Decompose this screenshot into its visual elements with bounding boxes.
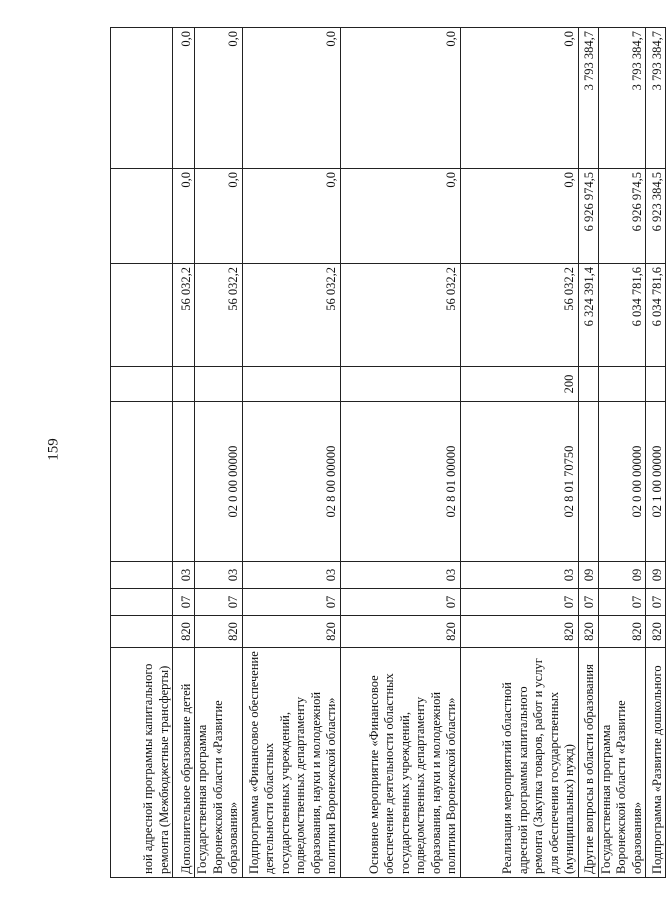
row-name-cell: Другие вопросы в области образования bbox=[578, 648, 598, 878]
section-code-cell: 07 bbox=[195, 589, 243, 616]
ministry-code-cell: 820 bbox=[195, 616, 243, 648]
expense-type-cell bbox=[340, 367, 460, 402]
subsection-code-cell: 03 bbox=[242, 562, 340, 589]
amount-year3-cell: 0,0 bbox=[195, 28, 243, 169]
amount-year3-cell: 3 793 384,7 bbox=[578, 28, 598, 169]
amount-year1-cell: 6 324 391,4 bbox=[578, 264, 598, 367]
expense-type-cell: 200 bbox=[460, 367, 578, 402]
amount-year3-cell: 0,0 bbox=[340, 28, 460, 169]
subsection-code-cell: 03 bbox=[173, 562, 195, 589]
target-article-cell: 02 1 00 00000 bbox=[646, 402, 666, 562]
budget-table bbox=[110, 27, 666, 878]
amount-year3-cell: 0,0 bbox=[173, 28, 195, 169]
row-name-cell: ной адресной программы капитального ремонта (Межбюджетные трансферты) bbox=[111, 648, 173, 878]
table-row bbox=[646, 28, 666, 878]
section-code-cell: 07 bbox=[242, 589, 340, 616]
page-number: 159 bbox=[45, 438, 62, 461]
row-name-cell: Подпрограмма «Финансовое обеспечение деятельности областных государственных учреждений, подведомственных департаменту образования, науки и молодежной политики Воронежской области» bbox=[242, 648, 340, 878]
section-code-cell: 07 bbox=[646, 589, 666, 616]
target-article-cell: 02 0 00 00000 bbox=[195, 402, 243, 562]
section-code-cell: 07 bbox=[460, 589, 578, 616]
table-row bbox=[598, 28, 646, 878]
amount-year2-cell: 6 926 974,5 bbox=[598, 169, 646, 264]
table-row bbox=[460, 28, 578, 878]
table-row bbox=[242, 28, 340, 878]
amount-year3-cell: 3 793 384,7 bbox=[646, 28, 666, 169]
table-row bbox=[578, 28, 598, 878]
row-name-cell: Государственная программа Воронежской области «Развитие образования» bbox=[598, 648, 646, 878]
target-article-cell: 02 8 01 00000 bbox=[340, 402, 460, 562]
amount-year2-cell: 0,0 bbox=[195, 169, 243, 264]
amount-year1-cell: 6 034 781,6 bbox=[598, 264, 646, 367]
ministry-code-cell: 820 bbox=[646, 616, 666, 648]
amount-year2-cell: 0,0 bbox=[340, 169, 460, 264]
ministry-code-cell: 820 bbox=[598, 616, 646, 648]
target-article-cell bbox=[173, 402, 195, 562]
amount-year1-cell bbox=[111, 264, 173, 367]
ministry-code-cell: 820 bbox=[242, 616, 340, 648]
section-code-cell: 07 bbox=[598, 589, 646, 616]
expense-type-cell bbox=[111, 367, 173, 402]
table-row bbox=[173, 28, 195, 878]
amount-year1-cell: 6 034 781,6 bbox=[646, 264, 666, 367]
amount-year2-cell: 6 926 974,5 bbox=[578, 169, 598, 264]
target-article-cell bbox=[111, 402, 173, 562]
row-name-cell: Дополнительное образование детей bbox=[173, 648, 195, 878]
amount-year2-cell bbox=[111, 169, 173, 264]
rotated-page-content bbox=[110, 28, 664, 878]
target-article-cell: 02 8 00 00000 bbox=[242, 402, 340, 562]
subsection-code-cell: 09 bbox=[598, 562, 646, 589]
amount-year3-cell: 0,0 bbox=[460, 28, 578, 169]
subsection-code-cell: 03 bbox=[460, 562, 578, 589]
row-name-cell: Основное мероприятие «Финансовое обеспечение деятельности областных государственных учреждений, подведомственных департаменту образования, науки и молодежной политики Воронежской области» bbox=[340, 648, 460, 878]
section-code-cell: 07 bbox=[173, 589, 195, 616]
row-name-cell: Государственная программа Воронежской области «Развитие образования» bbox=[195, 648, 243, 878]
amount-year2-cell: 0,0 bbox=[173, 169, 195, 264]
section-code-cell bbox=[111, 589, 173, 616]
amount-year1-cell: 56 032,2 bbox=[173, 264, 195, 367]
ministry-code-cell bbox=[111, 616, 173, 648]
ministry-code-cell: 820 bbox=[460, 616, 578, 648]
expense-type-cell bbox=[578, 367, 598, 402]
table-row bbox=[195, 28, 243, 878]
amount-year2-cell: 0,0 bbox=[460, 169, 578, 264]
expense-type-cell bbox=[646, 367, 666, 402]
ministry-code-cell: 820 bbox=[340, 616, 460, 648]
amount-year1-cell: 56 032,2 bbox=[195, 264, 243, 367]
amount-year2-cell: 6 923 384,5 bbox=[646, 169, 666, 264]
amount-year3-cell: 0,0 bbox=[242, 28, 340, 169]
amount-year1-cell: 56 032,2 bbox=[340, 264, 460, 367]
table-row bbox=[340, 28, 460, 878]
amount-year1-cell: 56 032,2 bbox=[460, 264, 578, 367]
row-name-cell: Реализация мероприятий областной адресной программы капитального ремонта (Закупка товаров, работ и услуг для обеспечения государственных (муниципальных) нужд) bbox=[460, 648, 578, 878]
target-article-cell: 02 0 00 00000 bbox=[598, 402, 646, 562]
subsection-code-cell: 03 bbox=[340, 562, 460, 589]
subsection-code-cell: 09 bbox=[578, 562, 598, 589]
amount-year3-cell: 3 793 384,7 bbox=[598, 28, 646, 169]
expense-type-cell bbox=[195, 367, 243, 402]
amount-year3-cell bbox=[111, 28, 173, 169]
expense-type-cell bbox=[242, 367, 340, 402]
table-row bbox=[111, 28, 173, 878]
ministry-code-cell: 820 bbox=[578, 616, 598, 648]
row-name-cell: Подпрограмма «Развитие дошкольного bbox=[646, 648, 666, 878]
target-article-cell: 02 8 01 70750 bbox=[460, 402, 578, 562]
ministry-code-cell: 820 bbox=[173, 616, 195, 648]
subsection-code-cell: 03 bbox=[195, 562, 243, 589]
amount-year2-cell: 0,0 bbox=[242, 169, 340, 264]
amount-year1-cell: 56 032,2 bbox=[242, 264, 340, 367]
expense-type-cell bbox=[598, 367, 646, 402]
subsection-code-cell: 09 bbox=[646, 562, 666, 589]
section-code-cell: 07 bbox=[578, 589, 598, 616]
subsection-code-cell bbox=[111, 562, 173, 589]
target-article-cell bbox=[578, 402, 598, 562]
section-code-cell: 07 bbox=[340, 589, 460, 616]
expense-type-cell bbox=[173, 367, 195, 402]
